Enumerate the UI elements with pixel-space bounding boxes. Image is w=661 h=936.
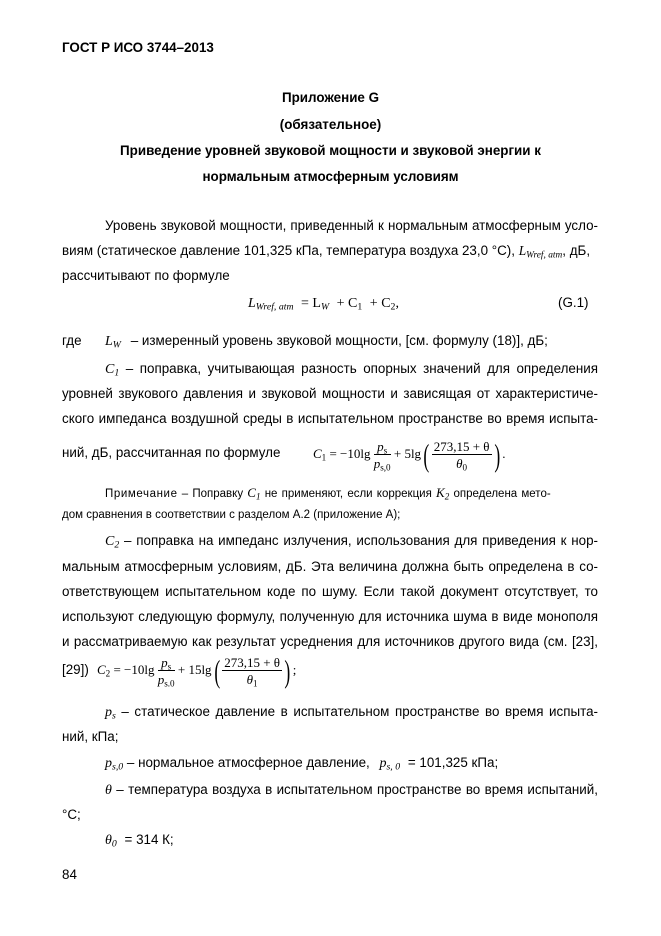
- intro-line2-text: виям (статическое давление 101,325 кПа, температура воздуха 23,0 °С),: [62, 243, 515, 258]
- theta-line2: °С;: [62, 807, 81, 822]
- ps-line2: ний, кПа;: [62, 729, 119, 744]
- formula-g1-number: (G.1): [558, 295, 589, 310]
- c2-formula: $C_2 = -10\lg$ $\frac{p_s}{p_{s.0}}$ + 15lg( $\frac{273,15 + \theta}{\theta_1}$ ) ;: [97, 653, 297, 690]
- appendix-status: (обязательное): [279, 117, 382, 132]
- c1-line1: $C_1$ – поправка, учитывающая разность опорных значений для определения: [105, 361, 598, 379]
- c1-formula: $C_1 = -10\lg$ $\frac{p_s}{p_{s,0}}$ + 5lg( $\frac{273,15 + \theta}{\theta_0}$ ) .: [313, 437, 506, 474]
- c2-line4: используют следующую формулу, полученную для источника шума в виде монополя: [62, 609, 598, 624]
- appendix-title: Приложение G: [281, 90, 380, 105]
- c2-line3: ответствующем испытательном коде по шуму. Если такой документ отсутствует, то: [62, 584, 598, 599]
- intro-line1: Уровень звуковой мощности, приведенный к нормальным атмосферным усло-: [105, 218, 598, 233]
- document-header: ГОСТ Р ИСО 3744–2013: [62, 40, 214, 55]
- intro-line2: [62, 243, 590, 259]
- ps0-line: $p_{s,0}$ – нормальное атмосферное давление, $p_{s, 0} = 101,325$ кПа;: [105, 755, 499, 773]
- c1-fraction-temperature: $\frac{273,15 + \theta}{\theta_0}$: [433, 439, 490, 473]
- c2-line1: $C_2$ – поправка на импеданс излучения, использования для приведения к нор-: [105, 533, 598, 551]
- formula-g1: $L_{Wref, atm} = L_W + C_1 + C_2$,: [248, 296, 399, 313]
- intro-symbol: $L_{Wref, atm}$: [518, 243, 563, 261]
- c2-ref-prefix: [29]): [62, 662, 89, 677]
- c1-line2: уровней звукового давления и звуковой мощности и зависящая от характеристиче-: [62, 386, 598, 401]
- c1-line3: ского импеданса воздушной среды в испытательном пространстве во время испыта-: [62, 411, 598, 426]
- where-lw: $L_W$ – измеренный уровень звуковой мощности, [см. формулу (18)], дБ;: [105, 333, 548, 351]
- page-number: 84: [62, 867, 77, 882]
- appendix-heading-line1: Приведение уровней звуковой мощности и звуковой энергии к: [120, 143, 541, 158]
- c2-fraction-pressure: $\frac{p_s}{p_{s.0}}$: [157, 655, 175, 689]
- note-line2: дом сравнения в соответствии с разделом А.2 (приложение А);: [62, 509, 401, 521]
- c1-line4: ний, дБ, рассчитанная по формуле: [62, 445, 281, 460]
- intro-line2-tail: , дБ,: [562, 243, 591, 258]
- c2-line5: и рассматриваемую как результат усреднения для источников другого вида (см. [23],: [62, 634, 598, 649]
- ps-line1: $p_s$ – статическое давление в испытательном пространстве во время испыта-: [105, 704, 598, 722]
- where-word: где: [62, 333, 82, 348]
- c1-fraction-pressure: $\frac{p_s}{p_{s,0}}$: [373, 439, 391, 473]
- theta0-line: $\theta_0 = 314$ К;: [105, 832, 174, 850]
- intro-line3: рассчитывают по формуле: [62, 268, 230, 283]
- theta-line1: θ – температура воздуха в испытательном пространстве во время испытаний,: [105, 782, 598, 798]
- c2-line2: мальным атмосферным условиям, дБ. Эта величина должна быть определена в со-: [62, 559, 598, 574]
- c2-fraction-temperature: $\frac{273,15 + \theta}{\theta_1}$: [224, 655, 281, 689]
- note-line1: Примечание – Поправку $C_1$ не применяют, если коррекция $K_2$ определена мето-: [105, 485, 551, 502]
- appendix-heading-line2: нормальным атмосферным условиям: [202, 169, 459, 184]
